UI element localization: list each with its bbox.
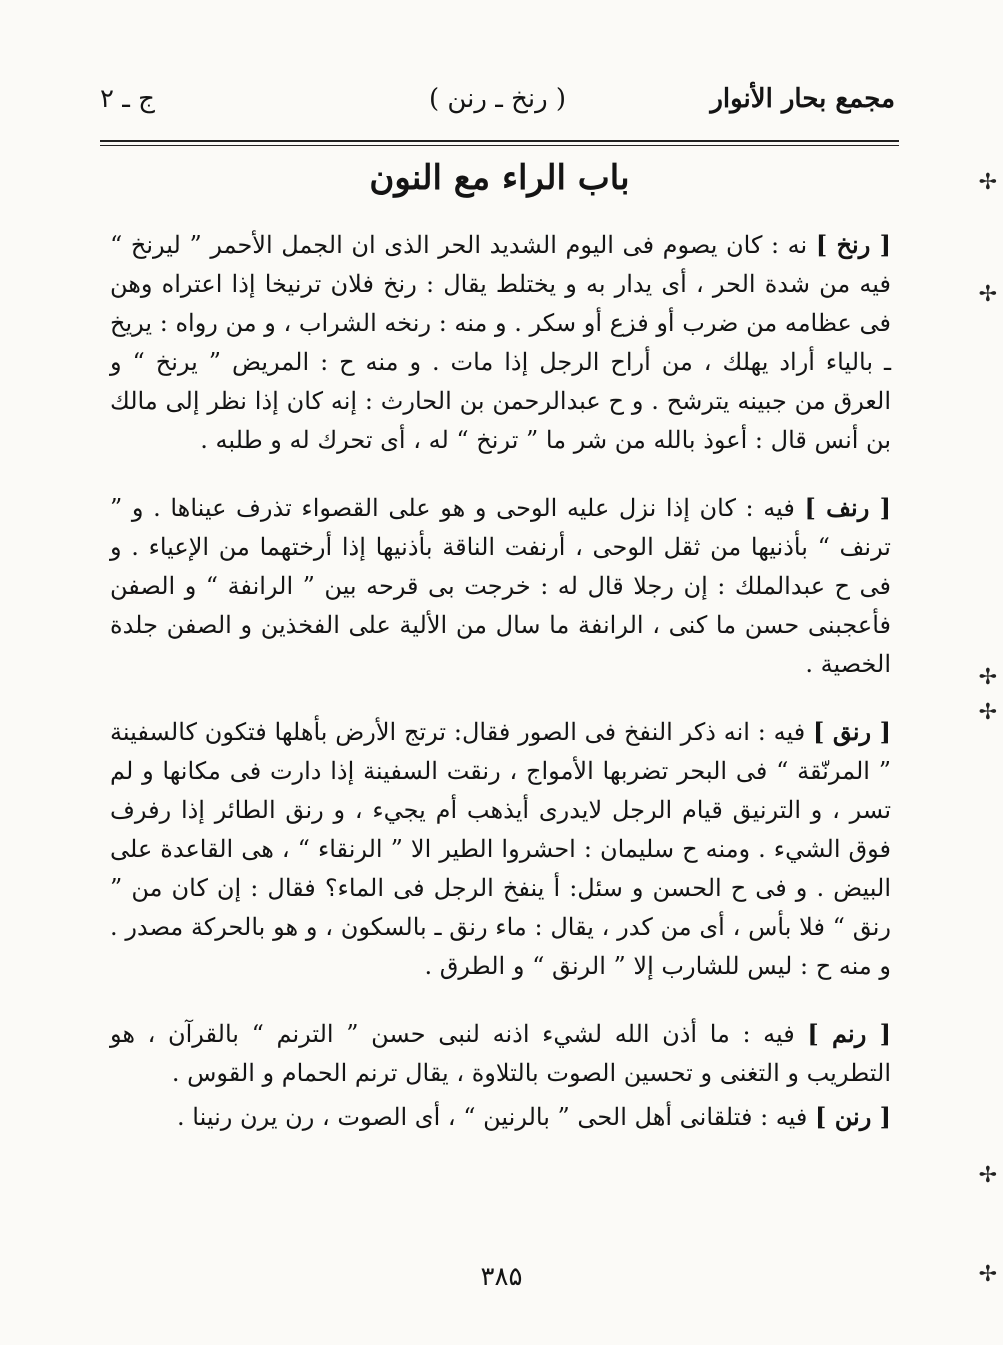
entry-ranan — [110, 1097, 891, 1137]
page-number: ۳۸۵ — [480, 1262, 523, 1292]
entry-ranakh — [110, 225, 891, 460]
margin-star-icon: ✢ — [978, 1163, 997, 1188]
entry-root: [ رنن ] — [815, 1102, 891, 1131]
entry-root: [ رنخ ] — [815, 230, 892, 259]
entry-ranaf — [110, 488, 891, 684]
margin-star-icon: ✢ — [978, 1262, 997, 1287]
entry-text: فيه : انه ذكر النفخ فى الصور فقال: ترتج الأرض بأهلها فتكون كالسفينة ” المرنّقة “ فى البحر تضربها الأمواج ، رنقت السفينة إذا دارت فى مكانها و لم تسر ، و الترنيق قيام الرجل لايدرى أيذهب أم يجيء ، و رنق الطائر إذا رفرف فوق الشيء . ومنه ح سليمان : احشروا الطير الا ” الرنقاء “ ، هى القاعدة على البيض . و فى ح الحسن و سئل: أ ينفخ الرجل فى الماء؟ فقال : إن كان من ” رنق “ فلا بأس ، أى من كدر ، يقال : ماء رنق ـ بالسكون ، و هو بالحركة مصدر . و منه ح : ليس للشارب إلا ” الرنق “ و الطرق . — [110, 718, 891, 980]
margin-star-icon: ✢ — [978, 170, 997, 195]
margin-star-icon: ✢ — [978, 665, 997, 690]
volume-number: ج ـ ۲ — [100, 84, 155, 114]
entry-text: فيه : كان إذا نزل عليه الوحى و هو على القصواء تذرف عيناها . و ” ترنف “ بأذنيها من ثقل الوحى ، أرنفت الناقة بأذنيها إذا أرختهما من الإعياء . و فى ح عبدالملك : إن رجلا قال له : خرجت بى قرحه بين ” الرانفة “ و الصفن فأعجبنى حسن ما كنى ، الرانفة ما سال من الألية على الفخذين و الصفن جلدة الخصية . — [110, 494, 891, 678]
book-title: مجمع بحار الأنوار — [710, 84, 895, 114]
entry-text: نه : كان يصوم فى اليوم الشديد الحر الذى ان الجمل الأحمر ” ليرنخ “ فيه من شدة الحر ، أى يدار به و يختلط يقال : رنخ فلان ترنيخا إذا اعتراه وهن فى عظامه من ضرب أو فزع أو سكر . و منه : رنخه الشراب ، و من رواه : يريخ ـ بالياء أراد يهلك ، من أراح الرجل إذا مات . و منه ح : المريض ” يرنخ “ و العرق من جبينه يترشح . و ح عبدالرحمن بن الحارث : إنه كان إذا نظر إلى مالك بن أنس قال : أعوذ بالله من شر ما ” ترنخ “ له ، أى تحرك له و طلبه . — [110, 231, 891, 454]
margin-star-icon: ✢ — [978, 700, 997, 725]
entry-text: فيه : ما أذن الله لشيء اذنه لنبى حسن ” الترنم “ بالقرآن ، هو التطريب و التغنى و تحسين الصوت بالتلاوة ، يقال ترنم الحمام و القوس . — [110, 1020, 891, 1087]
running-header — [100, 78, 895, 128]
section-range: ( رنخ ـ رنن ) — [428, 84, 567, 114]
page-body — [110, 225, 891, 1137]
header-rule-thick — [100, 140, 899, 142]
margin-star-icon: ✢ — [978, 282, 997, 307]
header-rule-thin — [100, 145, 899, 146]
entry-root: [ رنف ] — [804, 493, 891, 522]
chapter-title: باب الراء مع النون — [369, 158, 630, 198]
entry-ranam — [110, 1014, 891, 1093]
entry-text: فيه : فتلقانى أهل الحى ” بالرنين “ ، أى الصوت ، رن يرن رنينا . — [177, 1103, 808, 1131]
entry-root: [ رنم ] — [807, 1019, 891, 1048]
entry-ranaq — [110, 712, 891, 986]
entry-root: [ رنق ] — [812, 717, 891, 746]
